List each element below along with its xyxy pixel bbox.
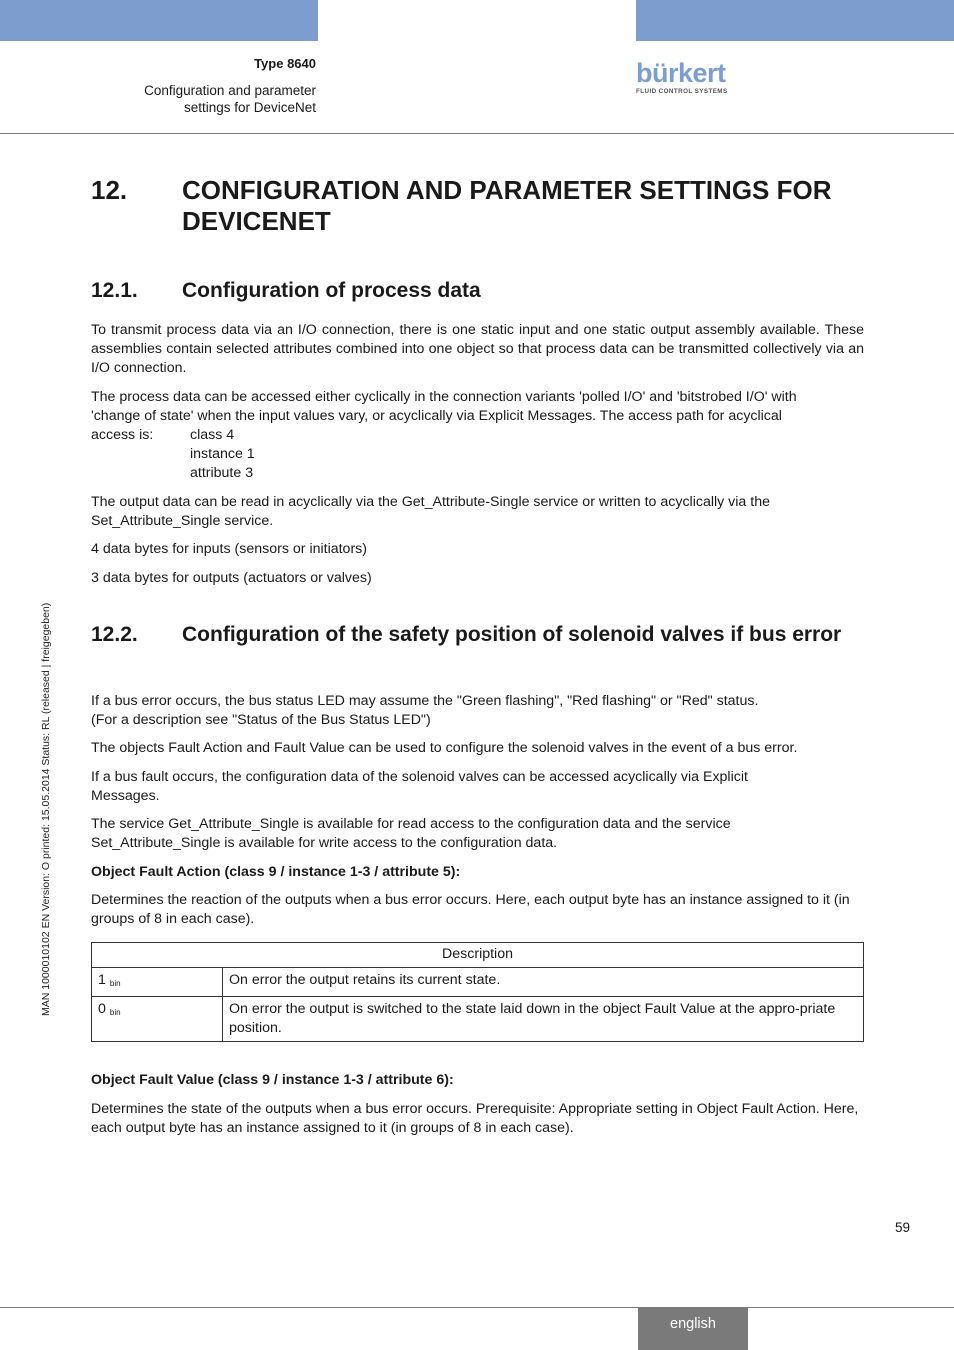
paragraph-line: The process data can be accessed either cyclically in the connection variants 'polled I/O' and 'bitstrobed I/O' with [91, 389, 797, 405]
paragraph: If a bus fault occurs, the configuration data of the solenoid valves can be accessed acyclically via Explicit Messages. [91, 769, 748, 804]
access-instance: instance 1 [190, 446, 255, 462]
fault-action-heading: Object Fault Action (class 9 / instance 1-3 / attribute 5): [91, 864, 461, 880]
paragraph: The objects Fault Action and Fault Value can be used to configure the solenoid valves in the event of a bus error. [91, 740, 798, 756]
logo-tagline: FLUID CONTROL SYSTEMS [636, 88, 728, 95]
paragraph: 3 data bytes for outputs (actuators or valves) [91, 570, 372, 586]
logo-wordmark: bürkert [636, 58, 726, 88]
language-tab: english [638, 1307, 748, 1350]
running-header [16, 82, 316, 116]
value-number: 0 [98, 1001, 106, 1017]
access-attribute: attribute 3 [190, 465, 254, 481]
paragraph: Determines the state of the outputs when a bus error occurs. Prerequisite: Appropriate setting in Object Fault Action. Here, each output byte has an instance assigned to it (in groups of 8 in each case). [91, 1101, 859, 1136]
access-path-list [190, 426, 255, 483]
table-cell-description: On error the output retains its current state. [223, 968, 864, 997]
value-number: 1 [98, 972, 106, 988]
paragraph [91, 692, 864, 730]
table-cell-value [92, 997, 223, 1042]
footer-divider [0, 1307, 954, 1308]
table-cell-description: On error the output is switched to the state laid down in the object Fault Value at the appro-priate position. [223, 997, 864, 1042]
access-class: class 4 [190, 427, 235, 443]
chapter-title: CONFIGURATION AND PARAMETER SETTINGS FOR DEVICENET [182, 175, 832, 236]
paragraph: To transmit process data via an I/O connection, there is one static input and one static output assembly available. These assemblies contain selected attributes combined into one object so that process data can be transmitted collectively via an I/O connection. [91, 322, 864, 376]
running-header-line2: settings for DeviceNet [183, 100, 316, 115]
section-title: Configuration of the safety position of solenoid valves if bus error [182, 623, 842, 646]
section-number: 12.1. [91, 279, 138, 302]
table-row [92, 968, 864, 997]
value-unit: bin [109, 979, 121, 988]
paragraph-line: If a bus error occurs, the bus status LED may assume the "Green flashing", "Red flashing" or "Red" status. [91, 693, 759, 709]
paragraph: 4 data bytes for inputs (sensors or initiators) [91, 541, 367, 557]
paragraph: Determines the reaction of the outputs when a bus error occurs. Here, each output byte has an instance assigned to it (in groups of 8 in each case). [91, 892, 850, 927]
paragraph: The service Get_Attribute_Single is available for read access to the configuration data and the service Set_Attribute_Single is available for write access to the configuration data. [91, 816, 731, 851]
paragraph-line: (For a description see "Status of the Bus Status LED") [91, 712, 431, 728]
page-number: 59 [895, 1220, 911, 1235]
table-header-row [92, 943, 864, 968]
table-header-description: Description [92, 943, 864, 968]
fault-value-heading: Object Fault Value (class 9 / instance 1-3 / attribute 6): [91, 1072, 454, 1088]
section-title: Configuration of process data [182, 279, 481, 302]
fault-action-table [91, 942, 864, 1042]
document-metadata-vertical: MAN 1000010102 EN Version: O printed: 15.05.2014 Status: RL (released | freigegeben) [40, 602, 52, 1016]
document-type: Type 8640 [254, 56, 316, 71]
paragraph-line: 'change of state' when the input values vary, or acyclically via Explicit Messages. The access path for acyclical [91, 408, 782, 424]
header-divider [0, 133, 954, 134]
value-unit: bin [109, 1008, 121, 1017]
paragraph-line: access is: [91, 427, 154, 443]
table-row [92, 997, 864, 1042]
table-cell-value [92, 968, 223, 997]
burkert-logo [636, 58, 736, 98]
running-header-line1: Configuration and parameter [144, 83, 316, 98]
header-accent-bar-left [0, 0, 318, 41]
section-number: 12.2. [91, 623, 138, 646]
header-accent-bar-right [636, 0, 954, 41]
paragraph: The output data can be read in acyclically via the Get_Attribute-Single service or written to acyclically via the Set_Attribute_Single service. [91, 494, 770, 529]
chapter-number: 12. [91, 175, 128, 205]
